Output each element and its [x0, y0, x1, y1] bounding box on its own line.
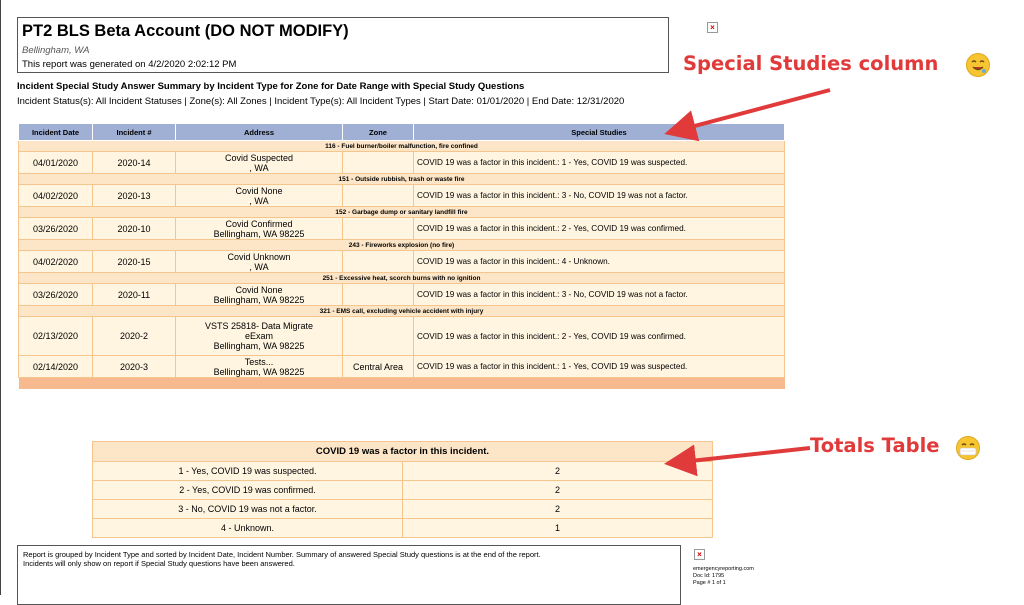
account-location: Bellingham, WA — [22, 45, 90, 56]
drooling-face-emoji — [966, 53, 990, 77]
incident-number-cell: 2020-14 — [93, 152, 176, 174]
address-line: Bellingham, WA 98225 — [213, 341, 305, 351]
group-row — [19, 174, 785, 185]
zone-cell — [343, 251, 414, 273]
incident-date-cell: 02/13/2020 — [19, 317, 93, 356]
col-incident-number: Incident # — [93, 124, 176, 141]
page-edge — [0, 0, 1, 595]
totals-row — [93, 481, 713, 500]
zone-cell — [343, 152, 414, 174]
broken-image-icon: × — [707, 22, 718, 33]
totals-count: 2 — [403, 481, 713, 500]
zone-cell — [343, 284, 414, 306]
address-cell — [176, 185, 343, 207]
totals-count: 1 — [403, 519, 713, 538]
totals-table-annotation: Totals Table — [810, 434, 940, 457]
incident-number-cell: 2020-13 — [93, 185, 176, 207]
totals-count: 2 — [403, 462, 713, 481]
report-filters: Incident Status(s): All Incident Statuses | Zone(s): All Zones | Incident Type(s): All Incident Types | Start Date: 01/01/2020 | End Date: 12/31/2020 — [17, 96, 625, 107]
address-line: Bellingham, WA 98225 — [213, 366, 305, 377]
broken-image-icon: × — [694, 549, 705, 560]
table-row — [19, 317, 785, 356]
special-studies-cell: COVID 19 was a factor in this incident.: 3 - No, COVID 19 was not a factor. — [414, 185, 785, 207]
address-line: Covid None — [235, 284, 283, 295]
note-line-2: Incidents will only show on report if Special Study questions have been answered. — [23, 559, 295, 568]
table-row — [19, 251, 785, 273]
address-cell — [176, 152, 343, 174]
incident-date-cell: 04/02/2020 — [19, 185, 93, 207]
totals-row — [93, 519, 713, 538]
incident-number-cell: 2020-3 — [93, 356, 176, 378]
address-cell — [176, 251, 343, 273]
incident-date-cell: 02/14/2020 — [19, 356, 93, 378]
totals-answer-label: 4 - Unknown. — [93, 519, 403, 538]
zone-cell — [343, 218, 414, 240]
incident-date-cell: 03/26/2020 — [19, 284, 93, 306]
address-line: Covid Unknown — [227, 251, 291, 262]
address-line: Covid Suspected — [224, 152, 294, 163]
group-row — [19, 207, 785, 218]
totals-answer-label: 2 - Yes, COVID 19 was confirmed. — [93, 481, 403, 500]
special-studies-cell: COVID 19 was a factor in this incident.: 3 - No, COVID 19 was not a factor. — [414, 284, 785, 306]
address-line: Covid Confirmed — [225, 218, 293, 229]
report-header — [17, 17, 669, 73]
address-line: Bellingham, WA 98225 — [213, 228, 305, 239]
incident-type-label: 116 - Fuel burner/boiler malfunction, fire confined — [19, 141, 785, 152]
zone-cell — [343, 185, 414, 207]
col-address: Address — [176, 124, 343, 141]
special-studies-cell: COVID 19 was a factor in this incident.: 1 - Yes, COVID 19 was suspected. — [414, 356, 785, 378]
address-line: Tests... — [244, 356, 274, 367]
special-studies-cell: COVID 19 was a factor in this incident.: 2 - Yes, COVID 19 was confirmed. — [414, 218, 785, 240]
address-cell — [176, 218, 343, 240]
table-row — [19, 356, 785, 378]
incident-type-label: 151 - Outside rubbish, trash or waste fire — [19, 174, 785, 185]
note-line-1: Report is grouped by Incident Type and sorted by Incident Date, Incident Number. Summary of answered Special Study questions is at the end of the report. — [23, 550, 541, 559]
address-line: , WA — [249, 261, 269, 272]
special-studies-cell: COVID 19 was a factor in this incident.: 2 - Yes, COVID 19 was confirmed. — [414, 317, 785, 356]
group-row — [19, 141, 785, 152]
incident-date-cell: 04/02/2020 — [19, 251, 93, 273]
totals-answer-label: 1 - Yes, COVID 19 was suspected. — [93, 462, 403, 481]
face-with-medical-mask-emoji — [956, 436, 980, 460]
totals-header-row — [93, 442, 713, 462]
special-studies-annotation: Special Studies column — [683, 52, 939, 75]
footer-site: emergencyreporting.com — [693, 566, 754, 572]
col-special-studies: Special Studies — [414, 124, 785, 141]
table-footer-bar — [19, 378, 785, 390]
report-notes — [17, 545, 681, 605]
table-row — [19, 185, 785, 207]
address-line: Covid None — [235, 185, 283, 196]
footer-page-number: Page # 1 of 1 — [693, 580, 726, 586]
incident-type-label: 243 - Fireworks explosion (no fire) — [19, 240, 785, 251]
address-cell — [176, 284, 343, 306]
account-title: PT2 BLS Beta Account (DO NOT MODIFY) — [22, 22, 349, 40]
totals-title: COVID 19 was a factor in this incident. — [93, 442, 713, 462]
address-cell — [176, 317, 343, 356]
totals-table — [92, 441, 713, 538]
special-studies-cell: COVID 19 was a factor in this incident.: 4 - Unknown. — [414, 251, 785, 273]
group-row — [19, 273, 785, 284]
incident-table-body — [19, 141, 785, 390]
address-line: VSTS 25818- Data Migrate — [204, 321, 314, 331]
incident-table — [18, 123, 785, 389]
table-row — [19, 218, 785, 240]
totals-table-body — [93, 462, 713, 538]
totals-row — [93, 500, 713, 519]
incident-type-label: 321 - EMS call, excluding vehicle accident with injury — [19, 306, 785, 317]
incident-date-cell: 04/01/2020 — [19, 152, 93, 174]
address-cell — [176, 356, 343, 378]
col-zone: Zone — [343, 124, 414, 141]
report-title: Incident Special Study Answer Summary by Incident Type for Zone for Date Range with Special Study Questions — [17, 81, 525, 92]
group-row — [19, 306, 785, 317]
incident-number-cell: 2020-15 — [93, 251, 176, 273]
zone-cell: Central Area — [343, 356, 414, 378]
incident-type-label: 152 - Garbage dump or sanitary landfill fire — [19, 207, 785, 218]
totals-count: 2 — [403, 500, 713, 519]
address-line: Bellingham, WA 98225 — [213, 294, 305, 305]
incident-number-cell: 2020-2 — [93, 317, 176, 356]
incident-type-label: 251 - Excessive heat, scorch burns with no ignition — [19, 273, 785, 284]
address-line: , WA — [249, 195, 269, 206]
incident-date-cell: 03/26/2020 — [19, 218, 93, 240]
totals-answer-label: 3 - No, COVID 19 was not a factor. — [93, 500, 403, 519]
col-incident-date: Incident Date — [19, 124, 93, 141]
incident-number-cell: 2020-10 — [93, 218, 176, 240]
footer-doc-id: Doc Id: 1795 — [693, 573, 725, 579]
table-header-row — [19, 124, 785, 141]
group-row — [19, 240, 785, 251]
zone-cell — [343, 317, 414, 356]
generated-timestamp: This report was generated on 4/2/2020 2:02:12 PM — [22, 59, 237, 70]
table-row — [19, 152, 785, 174]
address-line: eExam — [244, 331, 273, 341]
table-footer-row — [19, 378, 785, 390]
address-line: , WA — [249, 162, 269, 173]
totals-row — [93, 462, 713, 481]
incident-number-cell: 2020-11 — [93, 284, 176, 306]
table-row — [19, 284, 785, 306]
footer-meta — [693, 566, 754, 587]
special-studies-cell: COVID 19 was a factor in this incident.: 1 - Yes, COVID 19 was suspected. — [414, 152, 785, 174]
